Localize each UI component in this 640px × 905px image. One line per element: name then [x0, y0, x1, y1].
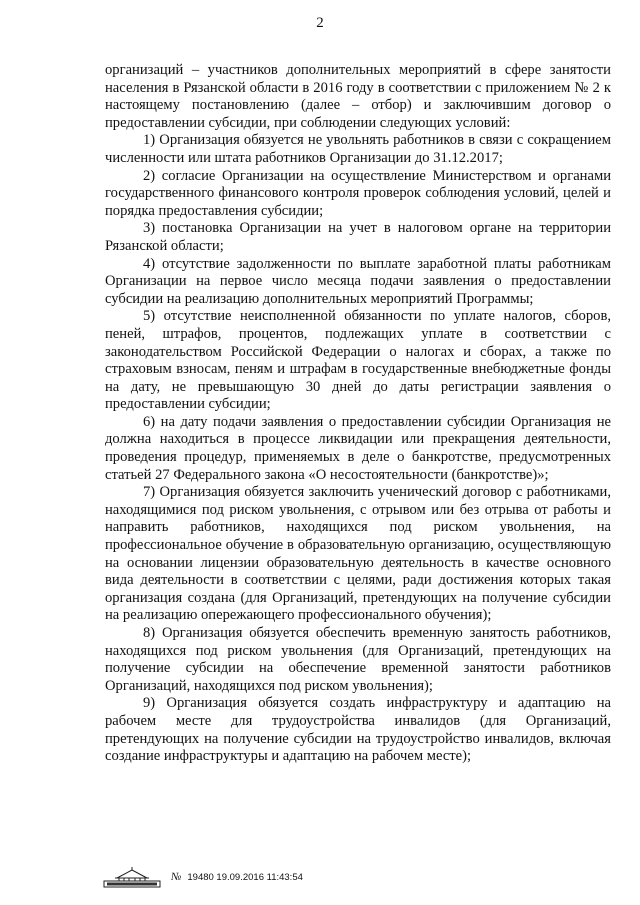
paragraph: 3) постановка Организации на учет в налоговом органе на территории Рязанской области;: [105, 220, 611, 254]
document-body: [105, 62, 611, 766]
paragraph: 2) согласие Организации на осуществление Министерством и органами государственного финансового контроля проверок соблюдения условий, целей и порядка предоставления субсидии;: [105, 167, 611, 219]
page-number: 2: [316, 15, 324, 31]
paragraph: 7) Организация обязуется заключить ученический договор с работниками, находящимися под риском увольнения, с отрывом или без отрыва от работы и направить работников, находящихся под риском увольнения, на профессиональное обучение в образовательную организацию, осуществляющую на основании лицензии образовательную деятельность в качестве основного вида деятельности в соответствии с целями, ради достижения которых такая организация создана (для Организаций, претендующих на получение субсидии на реализацию опережающего профессионального обучения);: [105, 484, 611, 624]
government-building-stamp-icon: [103, 866, 161, 888]
paragraph: 9) Организация обязуется создать инфраструктуру и адаптацию на рабочем месте для трудоустройства инвалидов (для Организаций, претендующих на получение субсидии на трудоустройство инвалидов, включая создание инфраструктуры и адаптацию на рабочем месте);: [105, 695, 611, 765]
paragraph: 4) отсутствие задолженности по выплате заработной платы работникам Организации на первое число месяца подачи заявления о предоставлении субсидии на реализацию дополнительных мероприятий Программы;: [105, 255, 611, 307]
footer-doc-id: 19480 19.09.2016 11:43:54: [187, 871, 303, 883]
paragraph: 8) Организация обязуется обеспечить временную занятость работников, находящихся под риском увольнения (для Организаций, претендующих на получение субсидии на обеспечение временной занятости работников Организаций, находящихся под риском увольнения);: [105, 625, 611, 694]
footer-number-sign: №: [171, 871, 182, 883]
paragraph: 5) отсутствие неисполненной обязанности по уплате налогов, сборов, пеней, штрафов, процентов, подлежащих уплате в соответствии с законодательством Российской Федерации о налогах и сборах, а также по страховым взносам, пеням и штрафам в государственные внебюджетные фонды на дату, не превышающую 30 дней до даты регистрации заявления о предоставлении субсидии;: [105, 308, 611, 413]
paragraph: 1) Организация обязуется не увольнять работников в связи с сокращением численности или штата работников Организации до 31.12.2017;: [105, 132, 611, 166]
paragraph: организаций – участников дополнительных мероприятий в сфере занятости населения в Рязанской области в 2016 году в соответствии с приложением № 2 к настоящему постановлению (далее – отбор) и заключившим договор о предоставлении субсидии, при соблюдении следующих условий:: [105, 62, 611, 131]
paragraph: 6) на дату подачи заявления о предоставлении субсидии Организация не должна находиться в процессе ликвидации или прекращения деятельности, проведения процедур, применяемых в деле о банкротстве, предусмотренных статьей 27 Федерального закона «О несостоятельности (банкротстве)»;: [105, 413, 611, 483]
document-footer: [103, 866, 303, 888]
